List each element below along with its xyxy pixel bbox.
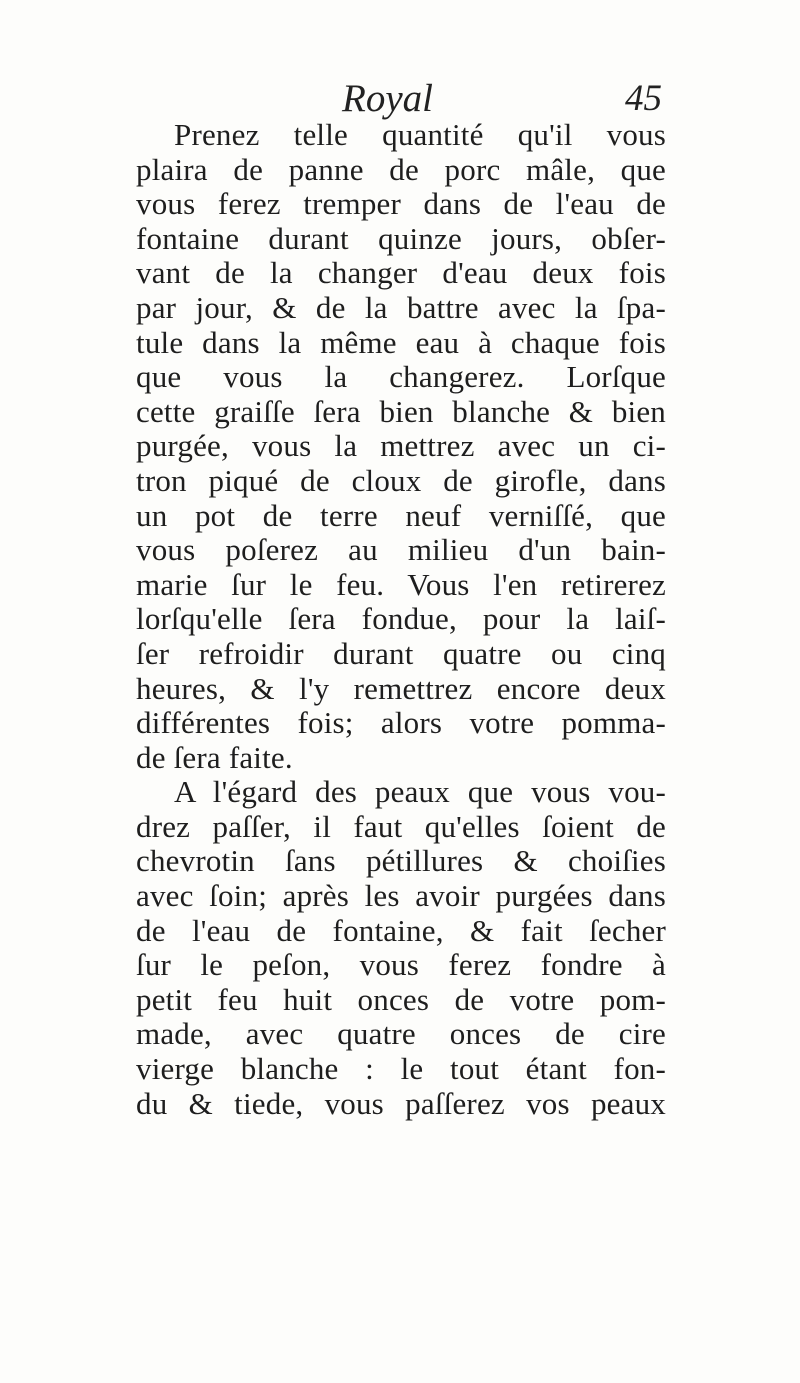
text-line: Prenez telle quantité qu'il vous: [174, 117, 666, 152]
text-line: de l'eau de fontaine, & fait ſecher: [136, 912, 666, 948]
text-line: cette graiſſe ſera bien blanche & bien: [136, 393, 666, 429]
text-line: heures, & l'y remettrez encore deux: [136, 670, 666, 706]
text-line: tule dans la même eau à chaque fois: [136, 324, 666, 360]
text-line: du & tiede, vous paſſerez vos peaux: [136, 1085, 666, 1121]
text-line: made, avec quatre onces de cire: [136, 1016, 666, 1052]
text-line: un pot de terre neuf verniſſé, que: [136, 497, 666, 533]
text-line: plaira de panne de porc mâle, que: [136, 151, 666, 187]
text-line: vierge blanche : le tout étant fon-: [136, 1051, 666, 1087]
text-line: fontaine durant quinze jours, obſer-: [136, 220, 666, 256]
text-line: que vous la changerez. Lorſque: [136, 359, 666, 395]
text-line: vant de la changer d'eau deux fois: [136, 255, 666, 291]
text-line: purgée, vous la mettrez avec un ci-: [136, 428, 666, 464]
text-line: ſur le peſon, vous ferez fondre à: [136, 947, 666, 983]
text-line: lorſqu'elle ſera fondue, pour la laiſ-: [136, 601, 666, 637]
text-line: vous poſerez au milieu d'un bain-: [136, 532, 666, 568]
running-title: Royal: [342, 77, 433, 120]
text-line: A l'égard des peaux que vous vou-: [174, 774, 666, 810]
text-line: marie ſur le feu. Vous l'en retirerez: [136, 566, 666, 602]
text-line: différentes fois; alors votre pomma-: [136, 705, 666, 741]
text-line: de ſera faite.: [136, 739, 293, 775]
text-line: vous ferez tremper dans de l'eau de: [136, 186, 666, 222]
running-head: [136, 76, 666, 122]
text-line: ſer refroidir durant quatre ou cinq: [136, 635, 666, 671]
page-number: 45: [625, 78, 662, 119]
text-line: drez paſſer, il faut qu'elles ſoient de: [136, 808, 666, 844]
text-line: petit feu huit onces de votre pom-: [136, 981, 666, 1017]
text-line: avec ſoin; après les avoir purgées dans: [136, 878, 666, 914]
text-line: par jour, & de la battre avec la ſpa-: [136, 289, 666, 325]
text-line: chevrotin ſans pétillures & choiſies: [136, 843, 666, 879]
text-line: tron piqué de cloux de girofle, dans: [136, 462, 666, 498]
body-text: [136, 118, 666, 1121]
